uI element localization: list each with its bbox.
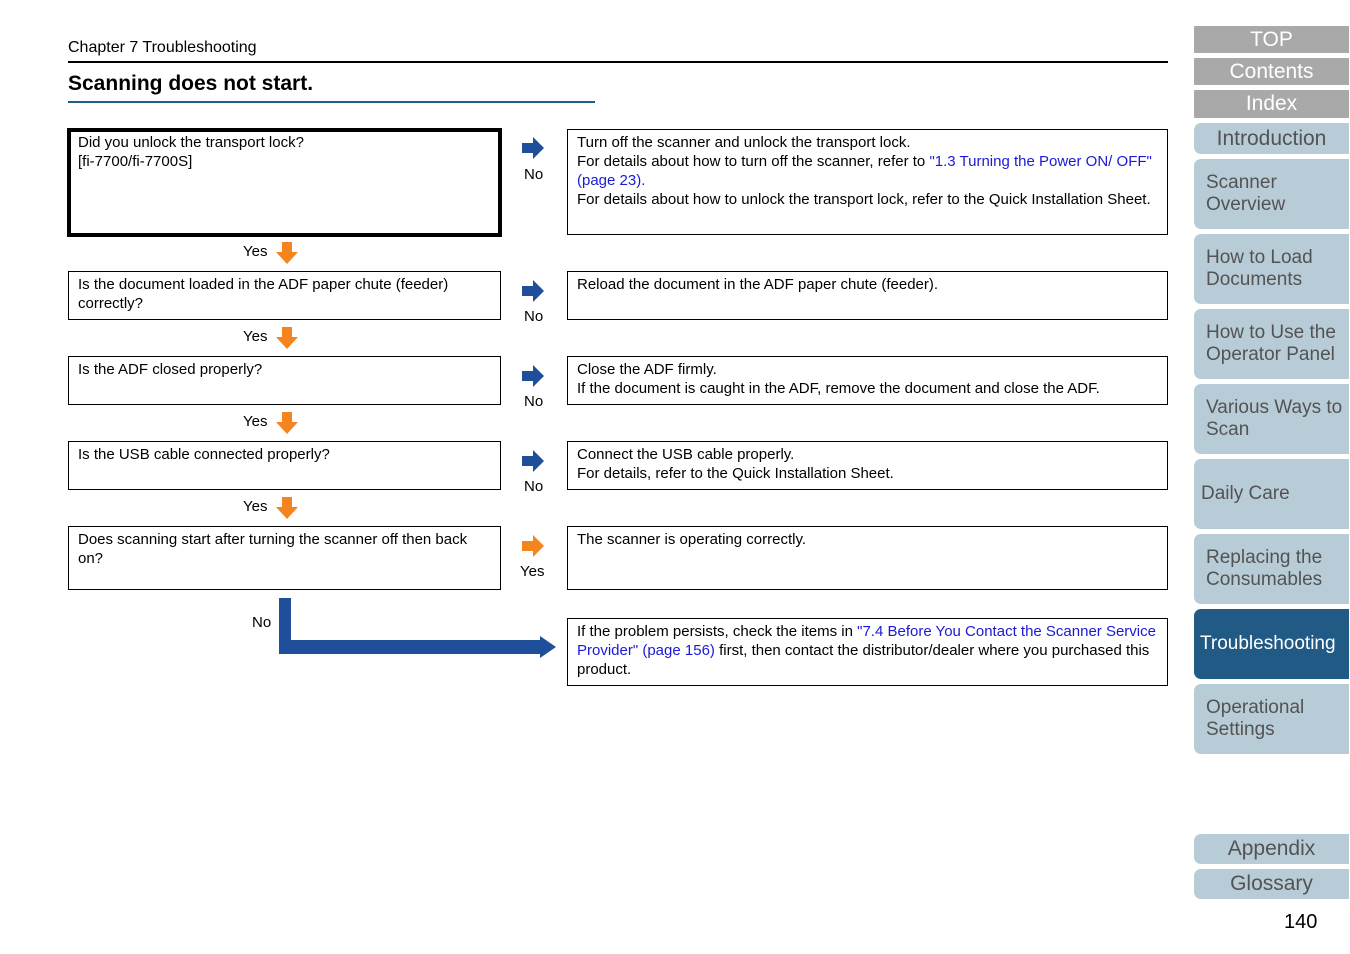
yes-arrow-down-icon — [276, 242, 298, 264]
yes-label: Yes — [243, 328, 268, 345]
sidebar-item-replacing-consumables[interactable]: Replacing the Consumables — [1194, 534, 1349, 604]
no-arrow-right-icon — [522, 280, 544, 302]
chapter-header: Chapter 7 Troubleshooting — [68, 39, 257, 56]
no-arrow-right-icon — [522, 450, 544, 472]
answer-reload-document: Reload the document in the ADF paper chute (feeder). — [567, 271, 1168, 320]
answer-line: Turn off the scanner and unlock the transport lock. — [577, 134, 911, 151]
yes-arrow-down-icon — [276, 327, 298, 349]
question-adf-closed: Is the ADF closed properly? — [68, 356, 501, 405]
answer-connect-usb — [567, 441, 1168, 490]
no-arrow-right-icon — [522, 365, 544, 387]
sidebar-item-introduction[interactable]: Introduction — [1194, 123, 1349, 154]
yes-label: Yes — [520, 563, 545, 580]
question-adf-loaded: Is the document loaded in the ADF paper chute (feeder) correctly? — [68, 271, 501, 320]
sidebar-item-appendix[interactable]: Appendix — [1194, 834, 1349, 864]
link-power-on-off[interactable]: "1.3 Turning the Power ON/ OFF" (page 23) — [577, 153, 1152, 189]
sidebar-item-various-ways-to-scan[interactable]: Various Ways to Scan — [1194, 384, 1349, 454]
answer-line: Connect the USB cable properly. — [577, 446, 795, 463]
question-power-cycle: Does scanning start after turning the scanner off then back on? — [68, 526, 501, 590]
question-transport-lock — [67, 128, 502, 237]
answer-contact-provider — [567, 618, 1168, 686]
sidebar-item-glossary[interactable]: Glossary — [1194, 869, 1349, 899]
no-label: No — [524, 166, 544, 183]
answer-line: For details about how to turn off the scanner, refer to — [577, 153, 930, 170]
page-title: Scanning does not start. — [68, 72, 314, 95]
no-arrow-right-icon — [522, 137, 544, 159]
no-label: No — [524, 478, 544, 495]
link-contact-provider[interactable]: "7.4 Before You Contact the Scanner Service Provider" (page 156) — [577, 623, 1156, 659]
nav-top-button[interactable]: TOP — [1194, 26, 1349, 53]
answer-line: Close the ADF firmly. — [577, 361, 717, 378]
no-elbow-arrow-icon — [276, 596, 560, 658]
yes-label: Yes — [243, 413, 268, 430]
sidebar-item-operator-panel[interactable]: How to Use the Operator Panel — [1194, 309, 1349, 379]
answer-transport-lock: Turn off the scanner and unlock the transport lock. For details about how to turn off the scanner, refer to "1.3 Turning the Power ON/ OFF" (page 23). For details about how to unlock the transport lock, refer to the Quick Installation Sheet. — [567, 129, 1168, 235]
answer-operating-correctly: The scanner is operating correctly. — [567, 526, 1168, 590]
nav-index-button[interactable]: Index — [1194, 90, 1349, 118]
answer-line: If the document is caught in the ADF, remove the document and close the ADF. — [577, 380, 1100, 397]
yes-label: Yes — [243, 498, 268, 515]
no-label: No — [524, 393, 544, 410]
title-underline — [68, 101, 595, 103]
yes-arrow-right-icon — [522, 535, 544, 557]
no-label: No — [252, 614, 272, 631]
question-usb-cable: Is the USB cable connected properly? — [68, 441, 501, 490]
sidebar-item-scanner-overview[interactable]: Scanner Overview — [1194, 159, 1349, 229]
sidebar-item-daily-care[interactable]: Daily Care — [1194, 459, 1349, 529]
yes-label: Yes — [243, 243, 268, 260]
answer-text: first, then contact the distributor/dealer where you purchased this product. — [577, 642, 1150, 678]
question-line: Did you unlock the transport lock? — [78, 134, 304, 151]
answer-line: For details about how to unlock the transport lock, refer to the Quick Installation Sheet. — [577, 191, 1151, 208]
sidebar-item-troubleshooting[interactable]: Troubleshooting — [1194, 609, 1349, 679]
answer-close-adf — [567, 356, 1168, 405]
nav-contents-button[interactable]: Contents — [1194, 58, 1349, 85]
sidebar-item-how-to-load-documents[interactable]: How to Load Documents — [1194, 234, 1349, 304]
yes-arrow-down-icon — [276, 497, 298, 519]
answer-text: If the problem persists, check the items in — [577, 623, 858, 640]
header-rule — [68, 61, 1168, 63]
question-line: [fi-7700/fi-7700S] — [78, 153, 193, 170]
no-label: No — [524, 308, 544, 325]
answer-line: For details, refer to the Quick Installation Sheet. — [577, 465, 894, 482]
yes-arrow-down-icon — [276, 412, 298, 434]
sidebar-item-operational-settings[interactable]: Operational Settings — [1194, 684, 1349, 754]
page-number: 140 — [1284, 911, 1318, 933]
